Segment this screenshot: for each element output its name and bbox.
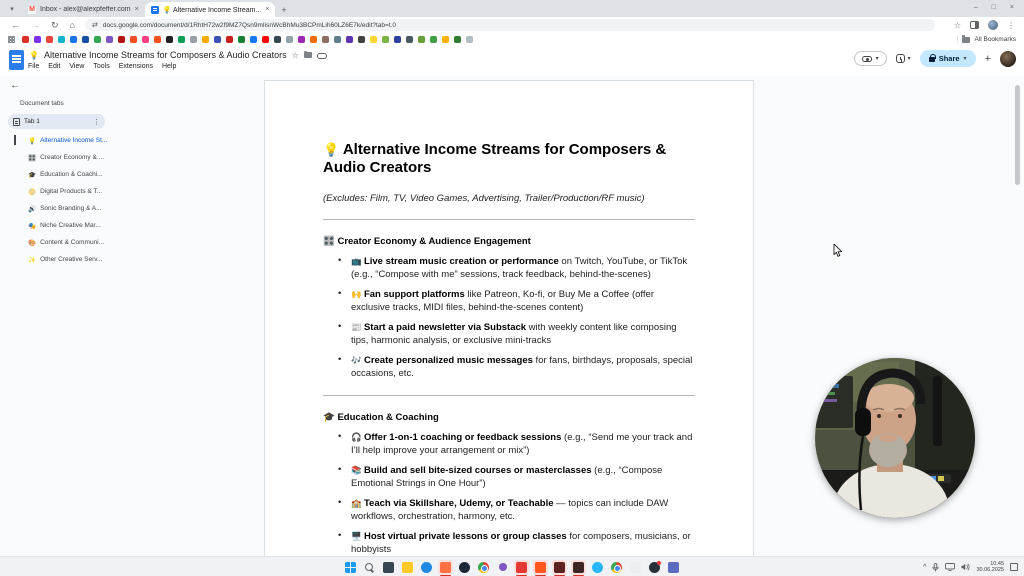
telegram-icon-glyph [592, 562, 603, 573]
section-emoji: 🎓 [323, 412, 338, 423]
doc-body [323, 219, 695, 572]
bullet-item [323, 354, 695, 380]
doc-title-emoji: 💡 [29, 50, 39, 60]
bullet-lead-text: Build and sell bite-sized courses or masterclasses [363, 465, 592, 476]
bullet-emoji: 🎧 [351, 432, 364, 442]
search-icon-glyph [364, 562, 375, 573]
outline-item-label: Content & Communi... [40, 239, 105, 246]
bullet-emoji: 🙌 [351, 289, 364, 299]
menu-extensions[interactable]: Extensions [118, 63, 153, 70]
bookmarks-bar [0, 33, 1024, 46]
bullet-rest-text: like Patreon, Ko-fi, or Buy Me a Coffee (offer exclusive tracks, MIDI files, behind-the-scenes content) [351, 289, 654, 313]
window-close-button[interactable]: × [1009, 3, 1014, 11]
browser-tab-docs[interactable] [145, 2, 276, 17]
tab-page-icon [13, 118, 20, 126]
bookmark-favicon[interactable] [166, 36, 173, 43]
outline-item-label: Other Creative Serv... [40, 256, 103, 263]
system-tray [923, 557, 1018, 576]
home-button[interactable]: ⌂ [69, 20, 75, 30]
bullet-lead-text: Create personalized music messages [363, 355, 533, 366]
bookmark-favicon[interactable] [178, 36, 185, 43]
microphone-icon[interactable] [932, 563, 939, 572]
task-view-icon[interactable] [381, 560, 396, 575]
tab-close-icon[interactable]: × [134, 6, 139, 13]
bullet-rest-text: (e.g., “Compose Emotional Strings in One Hour”) [351, 465, 663, 489]
menu-view[interactable]: View [69, 63, 85, 70]
bookmark-favicon[interactable] [190, 36, 197, 43]
outline-item-label: Niche Creative Mar... [40, 222, 101, 229]
bookmark-favicon[interactable] [430, 36, 437, 43]
sidebar-outline-item-4[interactable] [0, 183, 120, 200]
collapse-tabs-icon[interactable]: ← [10, 80, 20, 91]
lock-icon [929, 57, 935, 62]
document-subtitle: (Excludes: Film, TV, Video Games, Advertising, Trailer/Production/RF music) [323, 193, 645, 204]
section-heading [323, 236, 695, 247]
edge-icon-glyph [421, 562, 432, 573]
menu-bar [28, 63, 176, 70]
app-orange-icon-glyph [440, 562, 451, 573]
back-button[interactable]: ← [11, 20, 20, 30]
url-text: docs.google.com/document/d/1RhtH72w2f9MZ7Qsn9mIisnWcBhMu3BCPmLih60LZ6E7k/edit?tab=t.0 [102, 21, 397, 29]
bullet-item [323, 530, 695, 556]
side-panel-icon[interactable] [970, 21, 979, 29]
app-orange-red-icon-glyph [535, 562, 546, 573]
chrome-canary-icon-glyph [611, 562, 622, 573]
chrome-icon-glyph [478, 562, 489, 573]
section-heading-text: Education & Coaching [337, 412, 439, 423]
app-dark-notification-icon-glyph [649, 562, 660, 573]
tab-title: 💡 Alternative Income Stream... [162, 6, 262, 14]
edge-icon[interactable] [419, 560, 434, 575]
document-title [323, 141, 695, 177]
sidebar-outline-item-2[interactable] [0, 149, 120, 166]
view-mode-button[interactable] [854, 51, 887, 66]
move-folder-icon[interactable] [304, 52, 312, 58]
bullet-marker: • [338, 431, 342, 442]
taskbar-clock[interactable] [976, 561, 1004, 574]
outline-item-emoji: 🎭 [28, 222, 37, 230]
steam-icon[interactable] [457, 560, 472, 575]
bullet-emoji: 📰 [351, 322, 364, 332]
divider: | [956, 35, 959, 44]
bullet-rest-text: for composers, musicians, or hobbyists [351, 531, 691, 555]
clock-date: 30.06.2025 [976, 567, 1004, 573]
start-button[interactable] [343, 560, 358, 575]
apps-grid-icon[interactable] [8, 36, 15, 43]
display-icon[interactable] [945, 563, 955, 571]
horizontal-rule [323, 395, 695, 396]
app-red-icon-glyph [516, 562, 527, 573]
sidebar-outline-item-7[interactable] [0, 234, 120, 251]
bookmark-favicon[interactable] [118, 36, 125, 43]
tab-title: Inbox - alex@alexpfeffer.com [40, 6, 131, 13]
outline-item-emoji: 🔊 [28, 205, 37, 213]
sidebar-outline-item-3[interactable] [0, 166, 120, 183]
outline-item-emoji: 📀 [28, 188, 37, 196]
folder-icon [962, 37, 970, 43]
bullet-emoji: 🎶 [351, 355, 364, 365]
outline-item-emoji: 🎨 [28, 239, 37, 247]
browser-tab-strip [0, 0, 1024, 17]
sublime-icon[interactable] [628, 560, 643, 575]
bullet-item [323, 464, 695, 490]
bullet-lead-text: Offer 1-on-1 coaching or feedback sessions [363, 432, 562, 443]
app-dark-notification-icon[interactable] [647, 560, 662, 575]
plus-icon[interactable]: + [984, 52, 991, 65]
bullet-lead-text: Fan support platforms [363, 289, 465, 300]
scrollbar-thumb[interactable] [1015, 85, 1020, 185]
bullet-rest-text: (e.g., “Send me your track and I’ll help improve your arrangement or mix”) [351, 432, 693, 456]
task-view-icon-glyph [383, 562, 394, 573]
site-settings-icon[interactable]: ⇄ [91, 22, 98, 29]
bookmark-favicon[interactable] [322, 36, 329, 43]
bullet-lead-text: Start a paid newsletter via Substack [363, 322, 527, 333]
browser-menu-icon[interactable]: ⋮ [1007, 20, 1015, 30]
bullet-lead-text: Teach via Skillshare, Udemy, or Teachable [363, 498, 554, 509]
app-purple-icon[interactable] [495, 560, 510, 575]
outline-item-label: Alternative Income St... [40, 137, 108, 144]
bookmark-favicon[interactable] [154, 36, 161, 43]
tab-search-icon[interactable]: ▾ [10, 6, 14, 13]
adobe-app-2-icon[interactable] [571, 560, 586, 575]
webcam-video [815, 358, 975, 518]
outline-item-label: Creator Economy & ... [40, 154, 105, 161]
bullet-rest-text: with weekly content like composing tips, harmonic analysis, or exclusive mini-tracks [351, 322, 677, 346]
doc-title[interactable]: Alternative Income Streams for Composers & Audio Creators [43, 50, 287, 60]
chevron-down-icon: ▾ [875, 56, 879, 62]
share-button[interactable] [920, 50, 976, 67]
bullet-item [323, 255, 695, 281]
bullet-rest-text: — topics can include DAW workflows, orchestration, harmony, etc. [351, 498, 669, 522]
bookmark-favicon[interactable] [358, 36, 365, 43]
search-icon[interactable] [362, 560, 377, 575]
bullet-marker: • [338, 354, 342, 365]
sidebar-outline-item-8[interactable] [0, 251, 120, 268]
bullet-rest-text: on Twitch, YouTube, or TikTok (e.g., “Compose with me” sessions, track feedback, behind-the-scenes) [351, 256, 688, 280]
all-bookmarks-button[interactable]: All Bookmarks [974, 36, 1016, 43]
tab-close-icon[interactable]: × [265, 6, 270, 13]
bullet-list [323, 431, 695, 556]
bullet-marker: • [338, 255, 342, 266]
document-tabs-header: Document tabs [20, 100, 64, 107]
speaker-icon[interactable] [961, 563, 970, 571]
title-emoji: 💡 [323, 142, 340, 157]
bullet-emoji: 🏫 [351, 498, 364, 508]
app-blue-grid-icon[interactable] [666, 560, 681, 575]
bookmark-favicon[interactable] [22, 36, 29, 43]
browser-tab-gmail[interactable] [22, 2, 145, 17]
browser-toolbar [0, 17, 1024, 33]
chrome-icon[interactable] [476, 560, 491, 575]
bookmark-favicon[interactable] [382, 36, 389, 43]
sidebar-tab-1[interactable] [8, 114, 105, 129]
bookmark-favicon[interactable] [418, 36, 425, 43]
horizontal-rule [323, 219, 695, 220]
bookmark-favicon[interactable] [46, 36, 53, 43]
bullet-emoji: 🖥️ [351, 531, 364, 541]
bookmark-favicon[interactable] [250, 36, 257, 43]
tab-options-icon[interactable]: ⋮ [93, 118, 100, 126]
chrome-canary-icon[interactable] [609, 560, 624, 575]
address-bar[interactable] [85, 19, 935, 31]
title-text: Alternative Income Streams for Composers & Audio Creators [323, 141, 667, 176]
bookmark-favicon[interactable] [202, 36, 209, 43]
window-maximize-button[interactable]: □ [991, 3, 996, 11]
account-avatar[interactable] [1000, 51, 1016, 67]
adobe-app-icon-glyph [554, 562, 565, 573]
menu-tools[interactable]: Tools [93, 63, 110, 70]
bullet-marker: • [338, 288, 342, 299]
bookmark-favicon[interactable] [310, 36, 317, 43]
outline-item-emoji: 🎛️ [28, 154, 37, 162]
start-button-glyph [345, 562, 356, 573]
bookmark-favicon[interactable] [82, 36, 89, 43]
document-outline-list [0, 132, 120, 268]
mouse-cursor [833, 244, 842, 257]
bullet-lead-text: Host virtual private lessons or group classes [363, 531, 567, 542]
sublime-icon-glyph [630, 562, 641, 573]
bookmark-favicon[interactable] [226, 36, 233, 43]
bookmark-favicon[interactable] [106, 36, 113, 43]
telegram-icon[interactable] [590, 560, 605, 575]
bullet-emoji: 📺 [351, 256, 364, 266]
bookmark-favicon[interactable] [442, 36, 449, 43]
star-doc-icon[interactable]: ☆ [291, 50, 299, 60]
app-orange-red-icon[interactable] [533, 560, 548, 575]
sidebar-outline-item-5[interactable] [0, 200, 120, 217]
sidebar-outline-item-6[interactable] [0, 217, 120, 234]
bookmark-favicon[interactable] [346, 36, 353, 43]
taskbar [0, 556, 1024, 576]
webcam-overlay[interactable] [815, 358, 975, 518]
bullet-emoji: 📚 [351, 465, 364, 475]
section-emoji: 🎛️ [323, 236, 338, 247]
share-button-label: Share [938, 54, 960, 63]
outline-item-emoji: 💡 [28, 137, 37, 145]
section-heading [323, 412, 695, 423]
bookmark-favicon[interactable] [370, 36, 377, 43]
docs-header [0, 46, 1024, 76]
bullet-marker: • [338, 497, 342, 508]
bullet-item [323, 321, 695, 347]
bookmark-favicon[interactable] [454, 36, 461, 43]
bullet-lead-text: Live stream music creation or performance [363, 256, 559, 267]
cloud-status-icon[interactable] [317, 53, 327, 59]
new-tab-button[interactable]: + [281, 5, 287, 15]
bookmark-favicon[interactable] [334, 36, 341, 43]
app-orange-icon[interactable] [438, 560, 453, 575]
history-icon [896, 54, 905, 63]
bookmark-favicon[interactable] [142, 36, 149, 43]
eye-icon [862, 56, 872, 62]
sidebar-outline-item-1[interactable] [0, 132, 120, 149]
adobe-app-2-icon-glyph [573, 562, 584, 573]
outline-item-emoji: 🎓 [28, 171, 37, 179]
bookmark-favicon[interactable] [34, 36, 41, 43]
bookmark-favicon[interactable] [406, 36, 413, 43]
bookmark-favicon[interactable] [214, 36, 221, 43]
outline-item-emoji: ✨ [28, 256, 37, 264]
browser-profile-avatar[interactable] [988, 20, 998, 30]
clock-time: 10:45 [990, 560, 1004, 567]
bookmark-favicon[interactable] [274, 36, 281, 43]
reload-button[interactable]: ↻ [51, 19, 59, 30]
app-blue-grid-icon-glyph [668, 562, 679, 573]
adobe-app-icon[interactable] [552, 560, 567, 575]
steam-icon-glyph [459, 562, 470, 573]
outline-item-label: Digital Products & T... [40, 188, 103, 195]
document-page[interactable] [264, 80, 754, 576]
notification-center-icon[interactable] [1010, 563, 1018, 571]
chevron-down-icon: ▾ [907, 56, 911, 62]
bookmark-favicon[interactable] [94, 36, 101, 43]
app-red-icon[interactable] [514, 560, 529, 575]
tray-chevron-up-icon[interactable]: ^ [923, 563, 927, 571]
menu-help[interactable]: Help [161, 63, 177, 70]
outline-item-label: Education & Coachi... [40, 171, 103, 178]
section-heading-text: Creator Economy & Audience Engagement [337, 236, 531, 247]
forward-button[interactable]: → [31, 20, 40, 30]
bookmark-favicon[interactable] [70, 36, 77, 43]
taskbar-icons [343, 557, 681, 576]
google-docs-logo-icon[interactable] [9, 50, 24, 70]
bullet-item [323, 497, 695, 523]
bookmark-favicon[interactable] [58, 36, 65, 43]
file-explorer-icon[interactable] [400, 560, 415, 575]
outline-item-label: Sonic Branding & A... [40, 205, 102, 212]
app-purple-icon-glyph [499, 563, 507, 571]
bookmark-favicon[interactable] [286, 36, 293, 43]
bookmark-favicon[interactable] [394, 36, 401, 43]
bullet-marker: • [338, 530, 342, 541]
bullet-list [323, 255, 695, 380]
file-explorer-icon-glyph [402, 562, 413, 573]
bookmark-star-icon[interactable]: ☆ [953, 20, 961, 30]
bookmark-favicon[interactable] [298, 36, 305, 43]
bullet-marker: • [338, 321, 342, 332]
history-menu-button[interactable] [896, 54, 911, 63]
bookmark-favicon[interactable] [238, 36, 245, 43]
tab-label: Tab 1 [24, 118, 40, 125]
menu-file[interactable]: File [28, 63, 40, 70]
gmail-icon: M [29, 5, 35, 13]
bookmark-favicon[interactable] [262, 36, 269, 43]
bullet-item [323, 431, 695, 457]
bookmark-favicon[interactable] [130, 36, 137, 43]
menu-edit[interactable]: Edit [48, 63, 61, 70]
bullet-marker: • [338, 464, 342, 475]
bookmarks-list [22, 36, 473, 43]
bookmark-favicon[interactable] [466, 36, 473, 43]
bullet-item [323, 288, 695, 314]
google-docs-icon [151, 6, 159, 14]
chevron-down-icon: ▾ [963, 56, 967, 62]
window-minimize-button[interactable]: – [973, 3, 978, 11]
bullet-rest-text: for fans, birthdays, proposals, special occasions, etc. [351, 355, 693, 379]
